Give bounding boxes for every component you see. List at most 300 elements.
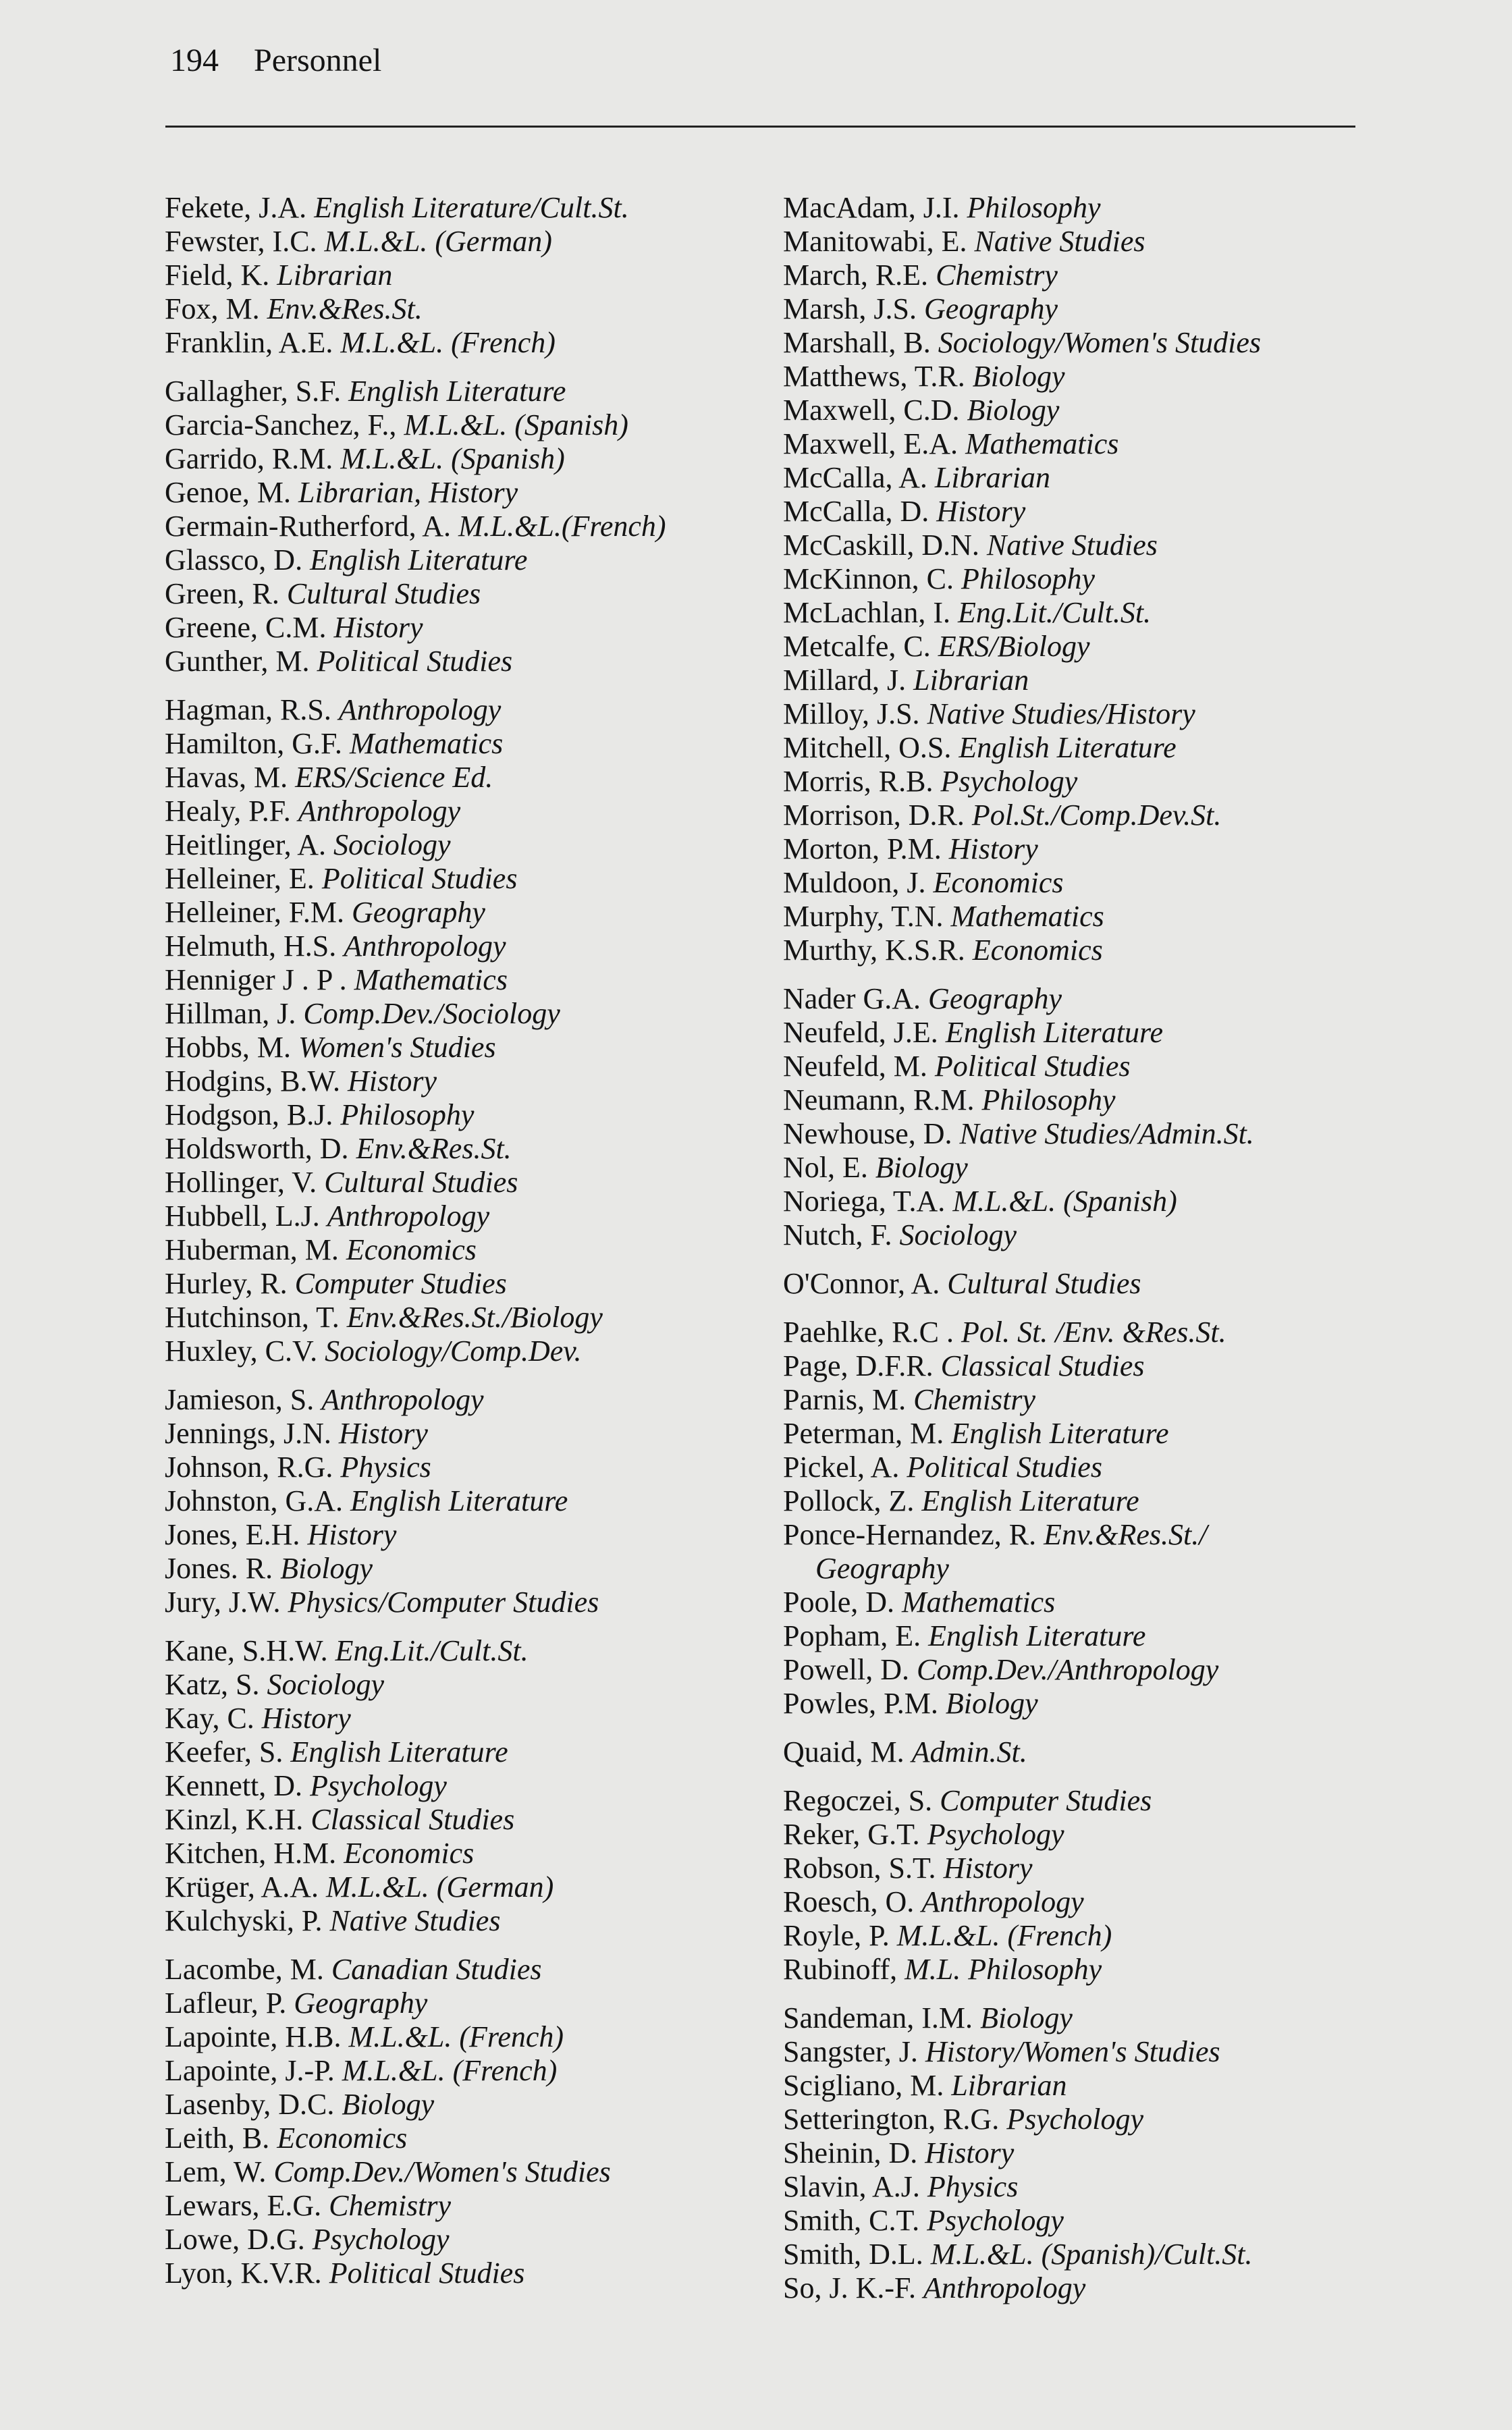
person-name: Glassco, D. bbox=[165, 543, 303, 576]
personnel-entry bbox=[165, 1870, 826, 1904]
department: Economics bbox=[344, 1837, 475, 1870]
department: English Literature bbox=[310, 543, 528, 576]
person-name: Kennett, D. bbox=[165, 1769, 303, 1802]
person-name: Jones. R. bbox=[165, 1552, 273, 1585]
department: Geography bbox=[815, 1552, 949, 1585]
department: Native Studies bbox=[329, 1904, 501, 1937]
person-name: Peterman, M. bbox=[783, 1417, 944, 1450]
person-name: Pickel, A. bbox=[783, 1451, 900, 1484]
personnel-entry bbox=[783, 866, 1444, 900]
letter-group bbox=[783, 1267, 1444, 1301]
personnel-entry bbox=[165, 543, 826, 577]
person-name: McLachlan, I. bbox=[783, 596, 950, 629]
department: Mathematics bbox=[349, 727, 504, 760]
personnel-entry bbox=[165, 292, 826, 326]
person-name: Lapointe, J.-P. bbox=[165, 2054, 335, 2087]
person-name: Popham, E. bbox=[783, 1619, 921, 1652]
personnel-entry bbox=[783, 2238, 1444, 2271]
person-name: Murthy, K.S.R. bbox=[783, 934, 965, 967]
person-name: Johnson, R.G. bbox=[165, 1451, 333, 1484]
department: Political Studies bbox=[907, 1451, 1102, 1484]
personnel-entry bbox=[783, 1687, 1444, 1721]
department: Philosophy bbox=[981, 1083, 1116, 1116]
personnel-entry bbox=[783, 799, 1444, 832]
personnel-entry bbox=[783, 1451, 1444, 1484]
person-name: McCalla, D. bbox=[783, 495, 929, 528]
letter-group bbox=[783, 982, 1444, 1252]
department: Chemistry bbox=[913, 1383, 1036, 1416]
department: Librarian bbox=[913, 664, 1029, 697]
department: Eng.Lit./Cult.St. bbox=[335, 1634, 529, 1667]
person-name: Poole, D. bbox=[783, 1586, 894, 1619]
department: Admin.St. bbox=[911, 1735, 1027, 1769]
personnel-entry bbox=[783, 360, 1444, 394]
personnel-entry bbox=[165, 963, 826, 997]
department: Mathematics bbox=[950, 900, 1104, 933]
department: Pol. St. /Env. &Res.St. bbox=[961, 1316, 1226, 1349]
person-name: Nutch, F. bbox=[783, 1218, 892, 1251]
person-name: Jennings, J.N. bbox=[165, 1417, 331, 1450]
person-name: Havas, M. bbox=[165, 761, 288, 794]
person-name: Kulchyski, P. bbox=[165, 1904, 323, 1937]
department: M.L.&L. (French) bbox=[896, 1919, 1112, 1952]
personnel-entry bbox=[783, 2001, 1444, 2035]
person-name: Millard, J. bbox=[783, 664, 907, 697]
personnel-entry bbox=[783, 1349, 1444, 1383]
person-name: Hobbs, M. bbox=[165, 1031, 292, 1064]
letter-group bbox=[783, 1784, 1444, 1987]
department: Anthropology bbox=[298, 794, 461, 828]
person-name: Huxley, C.V. bbox=[165, 1334, 318, 1368]
personnel-entry bbox=[783, 697, 1444, 731]
person-name: Ponce-Hernandez, R. bbox=[783, 1518, 1037, 1551]
letter-group bbox=[783, 191, 1444, 967]
department: Env.&Res.St./ bbox=[1044, 1518, 1208, 1551]
person-name: Green, R. bbox=[165, 577, 279, 610]
personnel-entry bbox=[165, 727, 826, 761]
department: History bbox=[347, 1064, 437, 1098]
personnel-entry bbox=[783, 1316, 1444, 1349]
personnel-entry bbox=[783, 1919, 1444, 1953]
person-name: Hurley, R. bbox=[165, 1267, 288, 1300]
personnel-entry bbox=[165, 2189, 826, 2223]
personnel-entry bbox=[783, 2170, 1444, 2204]
personnel-entry bbox=[783, 461, 1444, 495]
personnel-entry bbox=[783, 765, 1444, 799]
personnel-entry bbox=[165, 1987, 826, 2020]
personnel-entry bbox=[783, 664, 1444, 697]
person-name: Henniger J . P . bbox=[165, 963, 347, 996]
person-name: Gunther, M. bbox=[165, 645, 310, 678]
department: Classical Studies bbox=[940, 1349, 1145, 1382]
department: Sociology bbox=[267, 1668, 385, 1701]
person-name: Garrido, R.M. bbox=[165, 442, 333, 475]
personnel-entry bbox=[165, 326, 826, 360]
person-name: Hubbell, L.J. bbox=[165, 1199, 320, 1233]
personnel-entry bbox=[165, 375, 826, 408]
person-name: Maxwell, C.D. bbox=[783, 394, 960, 427]
department: Philosophy bbox=[967, 191, 1101, 224]
person-name: Jones, E.H. bbox=[165, 1518, 300, 1551]
department: Librarian bbox=[951, 2069, 1067, 2102]
person-name: Roesch, O. bbox=[783, 1885, 915, 1918]
person-name: Lasenby, D.C. bbox=[165, 2088, 335, 2121]
department: Biology bbox=[980, 2001, 1073, 2034]
department: Native Studies/Admin.St. bbox=[959, 1117, 1254, 1150]
personnel-entry bbox=[165, 442, 826, 476]
person-name: Huberman, M. bbox=[165, 1233, 339, 1266]
personnel-entry bbox=[783, 191, 1444, 225]
personnel-entry bbox=[165, 191, 826, 225]
personnel-entry bbox=[783, 1552, 1444, 1586]
person-name: Maxwell, E.A. bbox=[783, 427, 959, 460]
department: Anthropology bbox=[321, 1383, 484, 1416]
department: Biology bbox=[875, 1151, 968, 1184]
right-column bbox=[783, 191, 1444, 2320]
personnel-entry bbox=[783, 900, 1444, 934]
person-name: Powell, D. bbox=[783, 1653, 909, 1686]
person-name: MacAdam, J.I. bbox=[783, 191, 960, 224]
personnel-entry bbox=[783, 2069, 1444, 2103]
personnel-entry bbox=[165, 1334, 826, 1368]
department: Economics bbox=[346, 1233, 477, 1266]
department: M.L.&L. (French) bbox=[342, 2054, 558, 2087]
letter-group bbox=[165, 1953, 826, 2290]
personnel-entry bbox=[165, 2054, 826, 2088]
person-name: Scigliano, M. bbox=[783, 2069, 944, 2102]
person-name: Neufeld, J.E. bbox=[783, 1016, 938, 1049]
personnel-entry bbox=[783, 1852, 1444, 1885]
personnel-entry bbox=[165, 408, 826, 442]
page-header bbox=[170, 42, 381, 79]
department: Biology bbox=[945, 1687, 1038, 1720]
person-name: Hollinger, V. bbox=[165, 1166, 317, 1199]
personnel-entry bbox=[783, 1885, 1444, 1919]
person-name: Marshall, B. bbox=[783, 326, 931, 359]
personnel-entry bbox=[165, 1098, 826, 1132]
person-name: Katz, S. bbox=[165, 1668, 260, 1701]
department: Anthropology bbox=[344, 929, 506, 963]
person-name: Leith, B. bbox=[165, 2122, 270, 2155]
person-name: Matthews, T.R. bbox=[783, 360, 965, 393]
department: Geography bbox=[352, 896, 485, 929]
running-title: Personnel bbox=[254, 43, 382, 78]
person-name: Hamilton, G.F. bbox=[165, 727, 342, 760]
department: Economics bbox=[972, 934, 1103, 967]
department: Political Studies bbox=[329, 2257, 525, 2290]
person-name: Kane, S.H.W. bbox=[165, 1634, 328, 1667]
person-name: Lowe, D.G. bbox=[165, 2223, 305, 2256]
person-name: Morrison, D.R. bbox=[783, 799, 965, 832]
person-name: Setterington, R.G. bbox=[783, 2103, 1000, 2136]
person-name: Nader G.A. bbox=[783, 982, 921, 1015]
person-name: Rubinoff, bbox=[783, 1953, 898, 1986]
department: Classical Studies bbox=[310, 1803, 515, 1836]
department: Physics bbox=[927, 2170, 1019, 2203]
person-name: Helleiner, F.M. bbox=[165, 896, 344, 929]
personnel-entry bbox=[165, 1803, 826, 1837]
personnel-entry bbox=[783, 225, 1444, 259]
department: Env.&Res.St. bbox=[267, 292, 423, 325]
personnel-entry bbox=[165, 1064, 826, 1098]
department: Geography bbox=[924, 292, 1058, 325]
person-name: Robson, S.T. bbox=[783, 1852, 936, 1885]
personnel-entry bbox=[165, 611, 826, 645]
department: Biology bbox=[342, 2088, 435, 2121]
letter-group bbox=[165, 1383, 826, 1619]
person-name: O'Connor, A. bbox=[783, 1267, 940, 1300]
department: M.L.&L. (Spanish) bbox=[404, 408, 628, 441]
person-name: Powles, P.M. bbox=[783, 1687, 938, 1720]
person-name: Regoczei, S. bbox=[783, 1784, 933, 1817]
department: English Literature bbox=[350, 1484, 568, 1517]
letter-group bbox=[165, 693, 826, 1368]
letter-group bbox=[165, 1634, 826, 1938]
person-name: Helleiner, E. bbox=[165, 862, 315, 895]
department: Sociology/Comp.Dev. bbox=[325, 1334, 582, 1368]
personnel-entry bbox=[165, 1668, 826, 1702]
person-name: Quaid, M. bbox=[783, 1735, 905, 1769]
personnel-entry bbox=[165, 1702, 826, 1735]
page-number: 194 bbox=[170, 43, 219, 78]
department: Eng.Lit./Cult.St. bbox=[958, 596, 1152, 629]
department: Sociology bbox=[333, 828, 451, 861]
person-name: Morris, R.B. bbox=[783, 765, 934, 798]
department: Native Studies bbox=[986, 529, 1158, 562]
personnel-entry bbox=[165, 1484, 826, 1518]
person-name: Sheinin, D. bbox=[783, 2136, 918, 2169]
personnel-entry bbox=[783, 495, 1444, 529]
department: English Literature bbox=[348, 375, 566, 408]
department: M.L.&L. (German) bbox=[324, 225, 552, 258]
department: Sociology/Women's Studies bbox=[938, 326, 1262, 359]
personnel-entry bbox=[783, 2271, 1444, 2305]
department: M.L.&L. (French) bbox=[340, 326, 556, 359]
personnel-entry bbox=[165, 645, 826, 678]
personnel-entry bbox=[783, 427, 1444, 461]
person-name: Fekete, J.A. bbox=[165, 191, 307, 224]
department: History bbox=[943, 1852, 1033, 1885]
department: Psychology bbox=[312, 2223, 450, 2256]
letter-group bbox=[165, 191, 826, 360]
personnel-entry bbox=[783, 1383, 1444, 1417]
department: Chemistry bbox=[936, 259, 1058, 292]
department: Native Studies bbox=[974, 225, 1145, 258]
department: M.L.&L. (French) bbox=[348, 2020, 564, 2053]
department: Biology bbox=[280, 1552, 373, 1585]
department: Mathematics bbox=[965, 427, 1119, 460]
personnel-entry bbox=[783, 2204, 1444, 2238]
personnel-entry bbox=[165, 259, 826, 292]
personnel-entry bbox=[783, 2035, 1444, 2069]
person-name: Field, K. bbox=[165, 259, 270, 292]
person-name: Kinzl, K.H. bbox=[165, 1803, 304, 1836]
personnel-entry bbox=[165, 1233, 826, 1267]
person-name: Greene, C.M. bbox=[165, 611, 327, 644]
person-name: Sangster, J. bbox=[783, 2035, 918, 2068]
person-name: Fox, M. bbox=[165, 292, 260, 325]
department: Economics bbox=[933, 866, 1064, 899]
department: Psychology bbox=[940, 765, 1078, 798]
left-column bbox=[165, 191, 826, 2305]
person-name: Reker, G.T. bbox=[783, 1818, 920, 1851]
department: M.L.&L.(French) bbox=[458, 510, 666, 543]
personnel-entry bbox=[165, 794, 826, 828]
personnel-entry bbox=[165, 1417, 826, 1451]
person-name: McKinnon, C. bbox=[783, 562, 954, 595]
person-name: McCalla, A. bbox=[783, 461, 927, 494]
personnel-entry bbox=[165, 1953, 826, 1987]
person-name: Metcalfe, C. bbox=[783, 630, 931, 663]
personnel-entry bbox=[165, 1383, 826, 1417]
personnel-entry bbox=[165, 1769, 826, 1803]
person-name: Lapointe, H.B. bbox=[165, 2020, 342, 2053]
personnel-entry bbox=[783, 982, 1444, 1016]
person-name: Paehlke, R.C . bbox=[783, 1316, 954, 1349]
person-name: Marsh, J.S. bbox=[783, 292, 917, 325]
personnel-entry bbox=[165, 1166, 826, 1199]
department: History/Women's Studies bbox=[925, 2035, 1220, 2068]
person-name: Lewars, E.G. bbox=[165, 2189, 322, 2222]
personnel-entry bbox=[783, 1653, 1444, 1687]
person-name: Garcia-Sanchez, F., bbox=[165, 408, 397, 441]
personnel-entry bbox=[783, 1586, 1444, 1619]
department: Librarian, History bbox=[298, 476, 518, 509]
letter-group bbox=[783, 2001, 1444, 2305]
letter-group bbox=[165, 375, 826, 678]
department: Geography bbox=[928, 982, 1062, 1015]
personnel-entry bbox=[165, 1199, 826, 1233]
personnel-entry bbox=[783, 2103, 1444, 2136]
department: M.L.&L. (Spanish) bbox=[340, 442, 565, 475]
person-name: Milloy, J.S. bbox=[783, 697, 920, 730]
department: Mathematics bbox=[354, 963, 508, 996]
personnel-entry bbox=[165, 761, 826, 794]
personnel-entry bbox=[783, 1083, 1444, 1117]
person-name: March, R.E. bbox=[783, 259, 929, 292]
personnel-entry bbox=[165, 1451, 826, 1484]
person-name: Newhouse, D. bbox=[783, 1117, 952, 1150]
person-name: Hutchinson, T. bbox=[165, 1301, 340, 1334]
department: History bbox=[948, 832, 1038, 865]
department: Biology bbox=[972, 360, 1065, 393]
person-name: Slavin, A.J. bbox=[783, 2170, 920, 2203]
department: Economics bbox=[277, 2122, 408, 2155]
department: Philosophy bbox=[961, 562, 1095, 595]
personnel-entry bbox=[165, 896, 826, 929]
person-name: Mitchell, O.S. bbox=[783, 731, 952, 764]
personnel-entry bbox=[783, 529, 1444, 562]
department: Mathematics bbox=[902, 1586, 1056, 1619]
department: Computer Studies bbox=[940, 1784, 1152, 1817]
personnel-entry bbox=[783, 1185, 1444, 1218]
person-name: Germain-Rutherford, A. bbox=[165, 510, 451, 543]
department: Pol.St./Comp.Dev.St. bbox=[971, 799, 1222, 832]
department: M.L.&L. (Spanish)/Cult.St. bbox=[930, 2238, 1253, 2271]
department: Cultural Studies bbox=[286, 577, 481, 610]
department: Women's Studies bbox=[298, 1031, 496, 1064]
personnel-entry bbox=[165, 1132, 826, 1166]
personnel-entry bbox=[783, 326, 1444, 360]
person-name: Kay, C. bbox=[165, 1702, 254, 1735]
department: History bbox=[261, 1702, 351, 1735]
personnel-entry bbox=[165, 2257, 826, 2290]
person-name: Genoe, M. bbox=[165, 476, 291, 509]
department: Chemistry bbox=[329, 2189, 452, 2222]
person-name: Page, D.F.R. bbox=[783, 1349, 934, 1382]
personnel-entry bbox=[783, 1417, 1444, 1451]
department: Cultural Studies bbox=[947, 1267, 1141, 1300]
personnel-entry bbox=[783, 1050, 1444, 1083]
personnel-entry bbox=[165, 1518, 826, 1552]
department: M.L.&L. (Spanish) bbox=[952, 1185, 1177, 1218]
personnel-entry bbox=[783, 1117, 1444, 1151]
person-name: Smith, D.L. bbox=[783, 2238, 923, 2271]
department: Canadian Studies bbox=[331, 1953, 542, 1986]
department: Cultural Studies bbox=[324, 1166, 518, 1199]
personnel-entry bbox=[783, 1218, 1444, 1252]
person-name: Helmuth, H.S. bbox=[165, 929, 337, 963]
department: Librarian bbox=[277, 259, 393, 292]
personnel-entry bbox=[165, 1301, 826, 1334]
department: History bbox=[338, 1417, 428, 1450]
personnel-entry bbox=[783, 832, 1444, 866]
department: ERS/Biology bbox=[938, 630, 1090, 663]
person-name: Hagman, R.S. bbox=[165, 693, 331, 726]
department: English Literature bbox=[951, 1417, 1169, 1450]
department: Psychology bbox=[310, 1769, 447, 1802]
department: English Literature bbox=[928, 1619, 1146, 1652]
personnel-entry bbox=[165, 1904, 826, 1938]
personnel-entry bbox=[165, 693, 826, 727]
person-name: Jamieson, S. bbox=[165, 1383, 315, 1416]
personnel-entry bbox=[783, 1267, 1444, 1301]
person-name: Manitowabi, E. bbox=[783, 225, 967, 258]
department: Physics/Computer Studies bbox=[288, 1586, 599, 1619]
personnel-entry bbox=[783, 292, 1444, 326]
department: Biology bbox=[967, 394, 1060, 427]
person-name: Neufeld, M. bbox=[783, 1050, 927, 1083]
department: Comp.Dev./Sociology bbox=[303, 997, 560, 1030]
department: Physics bbox=[340, 1451, 431, 1484]
personnel-entry bbox=[783, 394, 1444, 427]
personnel-entry bbox=[165, 1634, 826, 1668]
personnel-entry bbox=[783, 1016, 1444, 1050]
personnel-entry bbox=[165, 1586, 826, 1619]
personnel-entry bbox=[783, 630, 1444, 664]
personnel-entry bbox=[783, 1518, 1444, 1552]
personnel-entry bbox=[165, 2088, 826, 2122]
person-name: Jury, J.W. bbox=[165, 1586, 281, 1619]
department: Env.&Res.St./Biology bbox=[346, 1301, 603, 1334]
department: Anthropology bbox=[923, 2271, 1086, 2304]
department: English Literature bbox=[921, 1484, 1139, 1517]
personnel-entry bbox=[165, 1267, 826, 1301]
personnel-entry bbox=[783, 259, 1444, 292]
personnel-entry bbox=[783, 934, 1444, 967]
personnel-entry bbox=[165, 577, 826, 611]
person-name: Fewster, I.C. bbox=[165, 225, 317, 258]
personnel-entry bbox=[783, 1619, 1444, 1653]
person-name: Keefer, S. bbox=[165, 1735, 284, 1769]
person-name: Krüger, A.A. bbox=[165, 1870, 319, 1904]
personnel-entry bbox=[783, 1784, 1444, 1818]
personnel-entry bbox=[165, 1735, 826, 1769]
department: English Literature bbox=[959, 731, 1177, 764]
department: Psychology bbox=[927, 1818, 1064, 1851]
person-name: Noriega, T.A. bbox=[783, 1185, 946, 1218]
department: Political Studies bbox=[317, 645, 513, 678]
